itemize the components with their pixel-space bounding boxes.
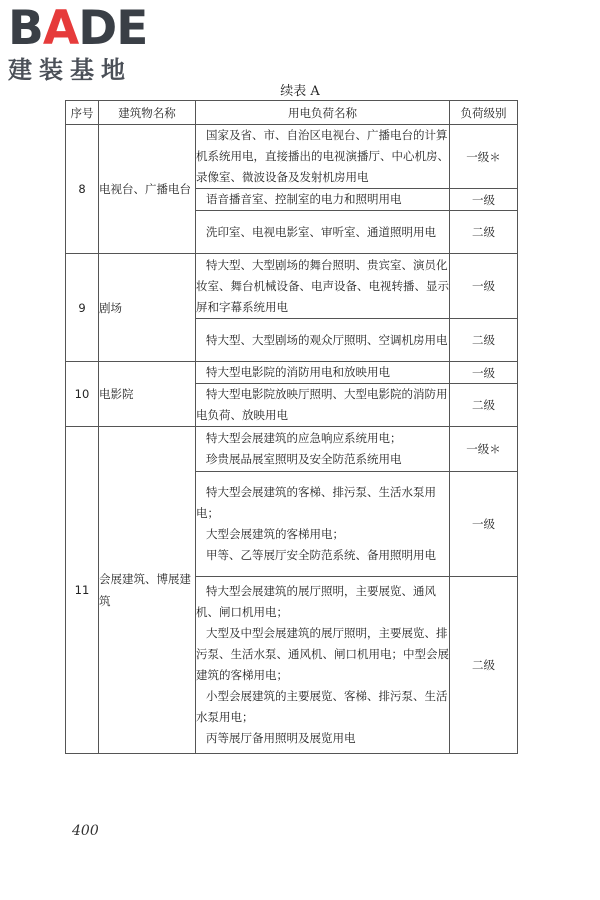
load-name: 特大型、大型剧场的舞台照明、贵宾室、演员化妆室、舞台机械设备、电声设备、电视转播、显示屏和字幕系统用电 — [196, 254, 450, 319]
load-grade-table — [65, 100, 518, 754]
building-name: 剧场 — [99, 254, 196, 362]
load-name: 特大型会展建筑的客梯、排污泵、生活水泵用电； 大型会展建筑的客梯用电； 甲等、乙等展厅安全防范系统、备用照明用电 — [196, 472, 450, 577]
load-name: 特大型、大型剧场的观众厅照明、空调机房用电 — [196, 319, 450, 362]
load-name: 特大型电影院的消防用电和放映用电 — [196, 362, 450, 384]
table-row — [66, 254, 518, 319]
header-no: 序号 — [66, 101, 99, 125]
page-number: 400 — [72, 823, 99, 839]
table-row — [66, 125, 518, 189]
bade-logo — [8, 1, 183, 84]
header-building: 建筑物名称 — [99, 101, 196, 125]
load-grade: 一级＊ — [450, 125, 518, 189]
load-grade: 一级 — [450, 472, 518, 577]
load-grade: 二级 — [450, 577, 518, 754]
load-grade: 一级＊ — [450, 427, 518, 472]
load-name: 特大型会展建筑的应急响应系统用电； 珍贵展品展室照明及安全防范系统用电 — [196, 427, 450, 472]
load-grade: 二级 — [450, 211, 518, 254]
logo-wordmark: BADE — [8, 1, 148, 56]
load-grade: 一级 — [450, 189, 518, 211]
building-name: 会展建筑、博展建筑 — [99, 427, 196, 754]
load-grade: 一级 — [450, 254, 518, 319]
load-grade: 二级 — [450, 319, 518, 362]
load-name: 语音播音室、控制室的电力和照明用电 — [196, 189, 450, 211]
load-name: 国家及省、市、自治区电视台、广播电台的计算机系统用电，直接播出的电视演播厅、中心机房、录像室、微波设备及发射机房用电 — [196, 125, 450, 189]
row-number: 10 — [66, 362, 99, 427]
table-body — [66, 125, 518, 754]
header-load: 用电负荷名称 — [196, 101, 450, 125]
load-name: 洗印室、电视电影室、审听室、通道照明用电 — [196, 211, 450, 254]
table-header-row — [66, 101, 518, 125]
logo-subtitle: 建装基地 — [8, 56, 132, 84]
building-name: 电影院 — [99, 362, 196, 427]
row-number: 11 — [66, 427, 99, 754]
load-grade: 二级 — [450, 384, 518, 427]
building-name: 电视台、广播电台 — [99, 125, 196, 254]
table-row — [66, 427, 518, 472]
load-name: 特大型会展建筑的展厅照明，主要展览、通风机、闸口机用电； 大型及中型会展建筑的展厅照明，主要展览、排污泵、生活水泵、通风机、闸口机用电；中型会展建筑的客梯用电； 小型会展建筑的主要展览、客梯、排污泵、生活水泵用电； 丙等展厅备用照明及展览用电 — [196, 577, 450, 754]
row-number: 8 — [66, 125, 99, 254]
row-number: 9 — [66, 254, 99, 362]
header-grade: 负荷级别 — [450, 101, 518, 125]
table-row — [66, 362, 518, 384]
load-name: 特大型电影院放映厅照明、大型电影院的消防用电负荷、放映用电 — [196, 384, 450, 427]
table-caption: 续表 A — [280, 84, 320, 99]
load-grade: 一级 — [450, 362, 518, 384]
